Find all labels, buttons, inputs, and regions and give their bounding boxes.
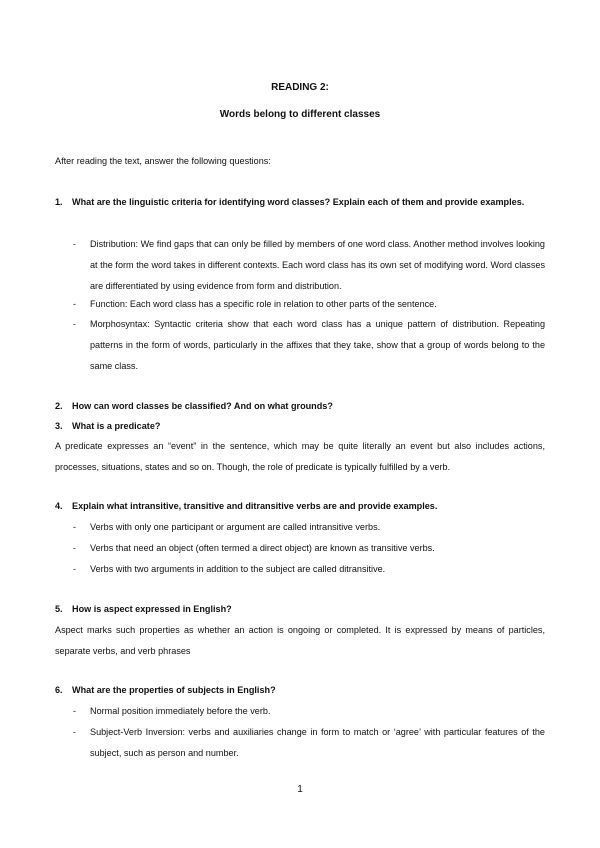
question-text: How can word classes be classified? And on what grounds? bbox=[72, 401, 333, 411]
question-1 bbox=[55, 192, 545, 213]
bullet-dash: - bbox=[73, 319, 77, 329]
list-item-text: Verbs with two arguments in addition to the subject are called ditransitive. bbox=[90, 564, 386, 574]
question-2 bbox=[55, 396, 545, 417]
list-item-text: Verbs with only one participant or argument are called intransitive verbs. bbox=[90, 522, 381, 532]
answer-5: Aspect marks such properties as whether an action is ongoing or completed. It is expressed by means of particles, separate verbs, and verb phrases bbox=[55, 625, 545, 656]
list-item bbox=[73, 517, 545, 538]
bullet-dash: - bbox=[73, 727, 77, 737]
bullet-dash: - bbox=[73, 564, 77, 574]
list-item bbox=[73, 234, 545, 297]
question-number: 3. bbox=[55, 421, 63, 431]
bullet-dash: - bbox=[73, 543, 77, 553]
question-text: What is a predicate? bbox=[72, 421, 161, 431]
question-5 bbox=[55, 599, 545, 620]
bullet-dash: - bbox=[73, 299, 77, 309]
intro-text: After reading the text, answer the following questions: bbox=[55, 156, 271, 166]
question-text: Explain what intransitive, transitive and ditransitive verbs are and provide examples. bbox=[72, 501, 438, 511]
list-item-text: Normal position immediately before the verb. bbox=[90, 706, 271, 716]
question-6 bbox=[55, 680, 545, 701]
bullet-dash: - bbox=[73, 239, 77, 249]
question-4 bbox=[55, 496, 545, 517]
list-item-text: Subject-Verb Inversion: verbs and auxiliaries change in form to match or ‘agree’ with particular features of the subject, such as person and number. bbox=[90, 727, 545, 758]
list-item bbox=[73, 294, 545, 315]
question-number: 6. bbox=[55, 685, 63, 695]
list-item bbox=[73, 314, 545, 377]
question-number: 5. bbox=[55, 604, 63, 614]
list-item-text: Function: Each word class has a specific role in relation to other parts of the sentence. bbox=[90, 299, 437, 309]
question-text: What are the linguistic criteria for identifying word classes? Explain each of them and provide examples. bbox=[72, 197, 525, 207]
page-number: 1 bbox=[297, 784, 303, 795]
list-item bbox=[73, 559, 545, 580]
question-number: 4. bbox=[55, 501, 63, 511]
list-item-text: Verbs that need an object (often termed a direct object) are known as transitive verbs. bbox=[90, 543, 435, 553]
answer-3: A predicate expresses an “event” in the sentence, which may be quite literally an event but also includes actions, processes, situations, states and so on. Though, the role of predicate is typically fulfilled by a verb. bbox=[55, 441, 545, 472]
question-text: How is aspect expressed in English? bbox=[72, 604, 232, 614]
bullet-dash: - bbox=[73, 522, 77, 532]
list-item bbox=[73, 538, 545, 559]
question-number: 1. bbox=[55, 197, 63, 207]
bullet-dash: - bbox=[73, 706, 77, 716]
list-item-text: Distribution: We find gaps that can only be filled by members of one word class. Another method involves looking at the form the word takes in different contexts. Each word class has its own set of modifying word. Word classes are differentiated by using evidence from form and distribution. bbox=[90, 239, 545, 291]
question-number: 2. bbox=[55, 401, 63, 411]
question-text: What are the properties of subjects in English? bbox=[72, 685, 276, 695]
list-item bbox=[73, 701, 545, 722]
reading-subtitle: Words belong to different classes bbox=[219, 109, 381, 120]
list-item bbox=[73, 722, 545, 764]
reading-title: READING 2: bbox=[271, 82, 329, 93]
question-3 bbox=[55, 416, 545, 437]
list-item-text: Morphosyntax: Syntactic criteria show that each word class has a unique pattern of distribution. Repeating patterns in the form of words, particularly in the affixes that they take, show that a group of words belong to the same class. bbox=[90, 319, 545, 371]
